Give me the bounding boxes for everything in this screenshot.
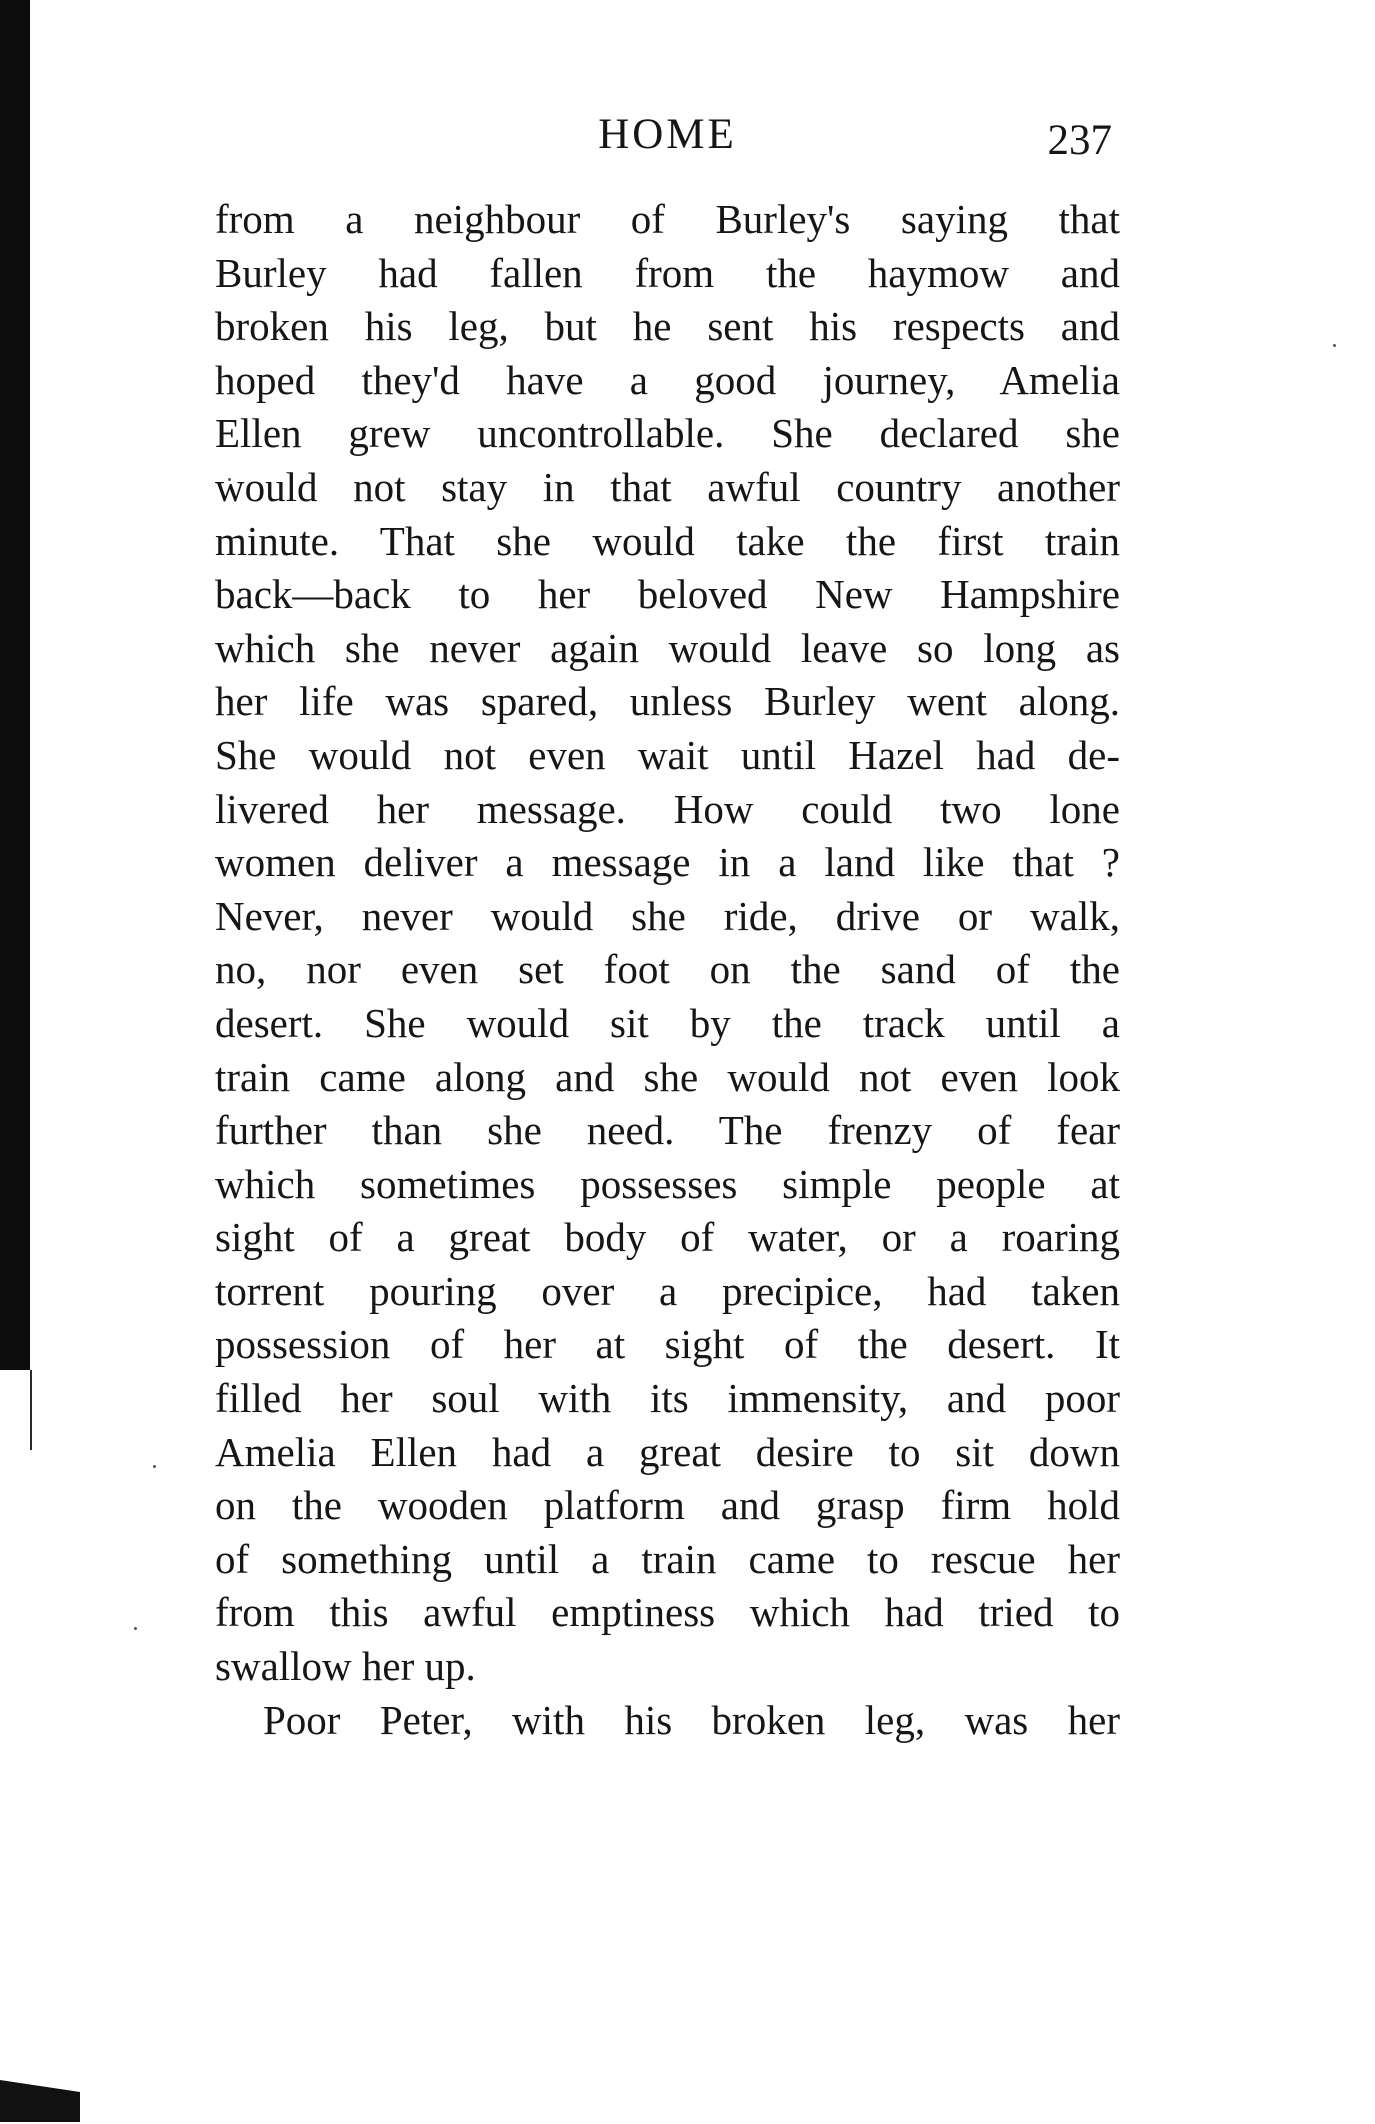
text-line: Burley had fallen from the haymow and xyxy=(215,249,1120,296)
binding-shadow-tail xyxy=(30,1370,32,1450)
text-line: no, nor even set foot on the sand of the xyxy=(215,946,1120,993)
text-line: Ellen grew uncontrollable. She declared she xyxy=(215,410,1120,457)
text-line: Amelia Ellen had a great desire to sit down xyxy=(215,1428,1120,1475)
text-line: train came along and she would not even look xyxy=(215,1053,1120,1100)
text-line: desert. She would sit by the track until a xyxy=(215,999,1120,1046)
running-title: HOME xyxy=(598,111,737,158)
text-line: would not stay in that awful country another xyxy=(215,463,1120,510)
text-line: livered her message. How could two lone xyxy=(215,785,1120,832)
text-line: She would not even wait until Hazel had de- xyxy=(215,731,1120,778)
text-line: filled her soul with its immensity, and poor xyxy=(215,1375,1120,1422)
text-line: on the wooden platform and grasp firm hold xyxy=(215,1482,1120,1529)
text-line: hoped they'd have a good journey, Amelia xyxy=(215,356,1120,403)
text-line: her life was spared, unless Burley went along. xyxy=(215,678,1120,725)
text-line: sight of a great body of water, or a roaring xyxy=(215,1214,1120,1261)
page-corner-shadow xyxy=(0,2080,80,2122)
text-line: from this awful emptiness which had tried to xyxy=(215,1589,1120,1636)
text-line: from a neighbour of Burley's saying that xyxy=(215,196,1120,242)
text-line: possession of her at sight of the desert. It xyxy=(215,1321,1120,1368)
scan-speck xyxy=(1333,344,1336,347)
binding-shadow xyxy=(0,0,30,1370)
page-header xyxy=(215,105,1120,165)
text-line-paragraph-end: swallow her up. xyxy=(215,1643,476,1690)
text-line: further than she need. The frenzy of fear xyxy=(215,1107,1120,1154)
text-line: back—back to her beloved New Hampshire xyxy=(215,571,1120,618)
text-line: broken his leg, but he sent his respects and xyxy=(215,303,1120,350)
scan-speck xyxy=(153,1465,156,1468)
scan-speck xyxy=(134,1627,137,1630)
text-line: Never, never would she ride, drive or walk, xyxy=(215,892,1120,939)
text-line: minute. That she would take the first train xyxy=(215,517,1120,564)
text-line: women deliver a message in a land like that ? xyxy=(215,839,1120,886)
body-text xyxy=(215,193,1120,1747)
text-line: torrent pouring over a precipice, had taken xyxy=(215,1267,1120,1314)
text-line: which sometimes possesses simple people at xyxy=(215,1160,1120,1207)
text-line-paragraph-start: Poor Peter, with his broken leg, was her xyxy=(263,1696,1120,1743)
text-line: which she never again would leave so long as xyxy=(215,624,1120,671)
text-line: of something until a train came to rescue her xyxy=(215,1535,1120,1582)
page-number: 237 xyxy=(1047,117,1112,164)
